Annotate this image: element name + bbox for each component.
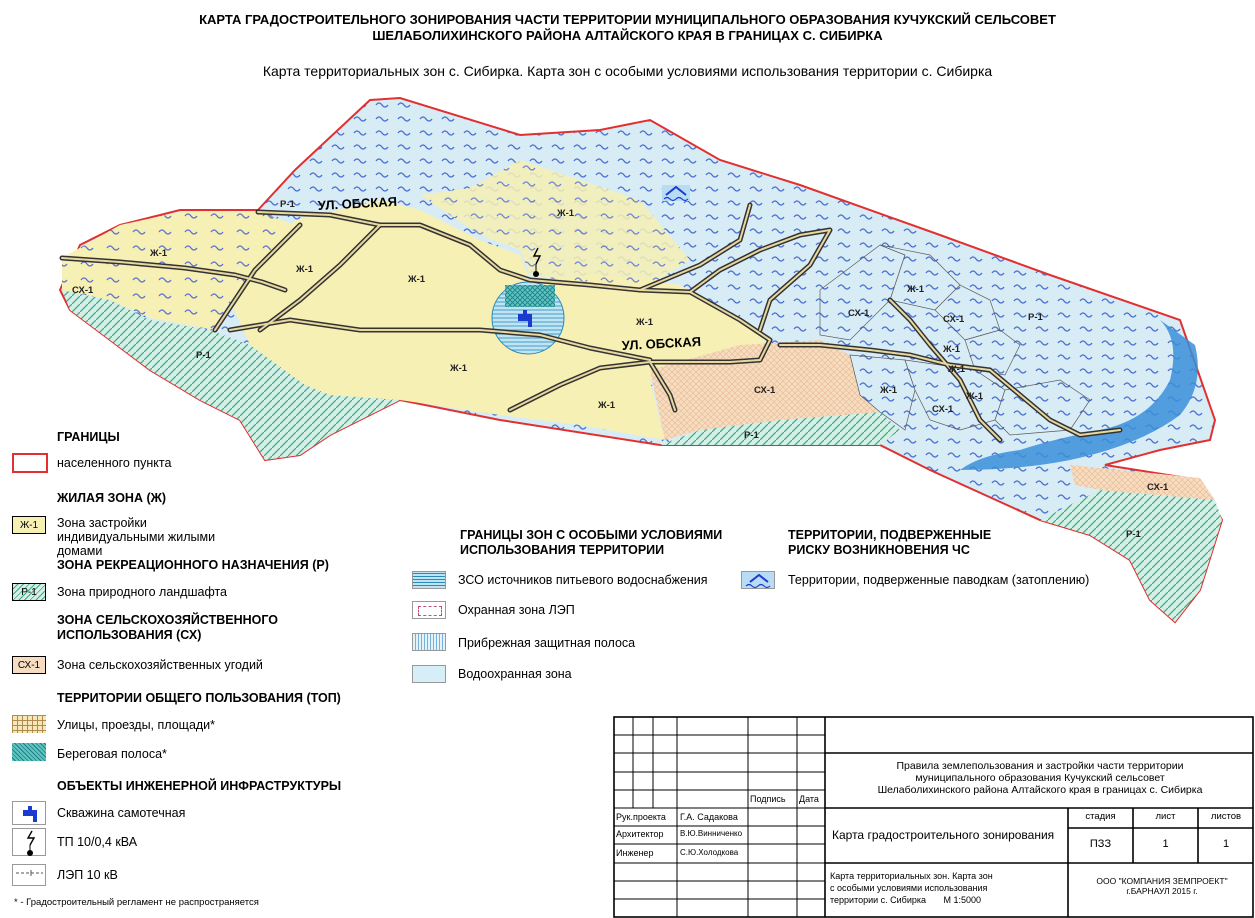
legend-recreation-head: ЗОНА РЕКРЕАЦИОННОГО НАЗНАЧЕНИЯ (Р) xyxy=(57,558,329,572)
map-label: Ж-1 xyxy=(557,208,575,219)
map-label: Ж-1 xyxy=(296,264,314,275)
map-label: Ж-1 xyxy=(907,284,925,295)
legend-streets-text: Улицы, проезды, площади* xyxy=(57,718,216,732)
legend-coastal-text: Прибрежная защитная полоса xyxy=(458,636,636,650)
map-label: СХ-1 xyxy=(848,308,870,319)
legend-lep-zone-outline xyxy=(418,606,442,616)
legend-well-swatch xyxy=(12,801,46,825)
legend-lep-zone-swatch xyxy=(412,601,446,619)
legend-public-head: ТЕРРИТОРИИ ОБЩЕГО ПОЛЬЗОВАНИЯ (ТОП) xyxy=(57,691,341,705)
map-title-line2: ШЕЛАБОЛИХИНСКОГО РАЙОНА АЛТАЙСКОГО КРАЯ В ГРАНИЦАХ С. СИБИРКА xyxy=(372,28,883,43)
legend-water-zone-swatch xyxy=(412,665,446,683)
map-label: Ж-1 xyxy=(408,274,426,285)
legend-zso-text: ЗСО источников питьевого водоснабжения xyxy=(458,573,708,587)
stamp-sheet-title: Карта градостроительного зонирования xyxy=(832,828,1055,842)
stamp-description xyxy=(830,870,1050,906)
stamp-sheets-value: 1 xyxy=(1222,838,1230,850)
map-label: Ж-1 xyxy=(943,344,961,355)
map-label: Р-1 xyxy=(280,199,295,210)
map-label: СХ-1 xyxy=(932,404,954,415)
stamp-name2: В.Ю.Винниченко xyxy=(680,829,743,838)
legend-sx1-code: СХ-1 xyxy=(17,659,41,671)
legend-zh1-swatch xyxy=(12,516,46,534)
legend-coastal-swatch xyxy=(412,633,446,651)
legend-lep-swatch xyxy=(12,864,46,886)
stamp-name1: Г.А. Садакова xyxy=(680,812,738,822)
map-label: Р-1 xyxy=(744,430,759,441)
legend-streets-swatch xyxy=(12,715,46,733)
stamp-stage-value: ПЗЗ xyxy=(1089,838,1112,850)
legend-shore-text: Береговая полоса* xyxy=(57,747,167,761)
legend-well-text: Скважина самотечная xyxy=(57,806,186,820)
flood-icon xyxy=(662,185,690,201)
legend-boundary-swatch xyxy=(12,453,48,473)
shore-strip xyxy=(505,285,555,307)
stamp-project-line2: муниципального образования Кучукский сельсовет xyxy=(915,772,1165,784)
map-label: Ж-1 xyxy=(636,317,654,328)
map-label: Ж-1 xyxy=(966,391,984,402)
legend-shore-swatch xyxy=(12,743,46,761)
stamp-project-line3: Шелаболихинского района Алтайского края в границах с. Сибирка xyxy=(877,784,1203,796)
legend-zso-swatch xyxy=(412,571,446,589)
legend-tp-text: ТП 10/0,4 кВА xyxy=(57,835,138,849)
legend-boundary-text: населенного пункта xyxy=(57,456,172,470)
legend-special-head: ГРАНИЦЫ ЗОН С ОСОБЫМИ УСЛОВИЯМИ ИСПОЛЬЗОВАНИЯ ТЕРРИТОРИИ xyxy=(460,528,723,557)
legend-sx1-swatch xyxy=(12,656,46,674)
map-title-line1: КАРТА ГРАДОСТРОИТЕЛЬНОГО ЗОНИРОВАНИЯ ЧАСТИ ТЕРРИТОРИИ МУНИЦИПАЛЬНОГО ОБРАЗОВАНИЯ КУЧУКСКИЙ СЕЛЬСОВЕТ xyxy=(199,12,1056,27)
map-label: Ж-1 xyxy=(150,248,168,259)
flood-icon xyxy=(742,572,776,590)
power-line-icon xyxy=(13,865,47,887)
map-subtitle: Карта территориальных зон с. Сибирка. Карта зон с особыми условиями использования территории с. Сибирка xyxy=(262,63,993,79)
map-label: Ж-1 xyxy=(598,400,616,411)
legend-tp-swatch xyxy=(12,828,46,856)
stamp-role1: Рук.проекта xyxy=(616,812,666,822)
map-label: Р-1 xyxy=(1126,529,1141,540)
legend-footnote: * - Градостроительный регламент не распространяется xyxy=(14,897,259,908)
map-label: СХ-1 xyxy=(943,314,965,325)
legend-flood-text: Территории, подверженные паводкам (затоплению) xyxy=(788,573,1090,587)
stamp-sheets-label: листов xyxy=(1210,811,1242,822)
legend-water-zone-text: Водоохранная зона xyxy=(458,667,572,681)
legend-zh1-text: Зона застройки индивидуальными жилыми домами xyxy=(57,516,216,558)
stamp-desc-line1: Карта территориальных зон. Карта зон xyxy=(830,871,993,881)
stamp-stage-label: стадия xyxy=(1085,811,1116,822)
r1-east-strip xyxy=(1040,490,1222,622)
stamp-sheet-label: лист xyxy=(1155,811,1176,822)
legend-risk-head: ТЕРРИТОРИИ, ПОДВЕРЖЕННЫЕ РИСКУ ВОЗНИКНОВЕНИЯ ЧС xyxy=(788,528,992,557)
stamp-project-block xyxy=(826,760,1254,796)
legend-r1-text: Зона природного ландшафта xyxy=(57,585,227,599)
legend-zh1-code: Ж-1 xyxy=(19,519,39,531)
legend-flood-swatch xyxy=(741,571,775,589)
legend-r1-code: Р-1 xyxy=(21,586,37,598)
legend-sx1-text: Зона сельскохозяйственных угодий xyxy=(57,658,263,672)
map-label: Р-1 xyxy=(196,350,211,361)
legend-boundaries-head: ГРАНИЦЫ xyxy=(57,430,120,444)
stamp-project-line1: Правила землепользования и застройки части территории xyxy=(896,760,1184,772)
street-label-obskaya-east: УЛ. ОБСКАЯ xyxy=(621,333,702,353)
map-label: СХ-1 xyxy=(754,385,776,396)
stamp-desc-line2: с особыми условиями использования xyxy=(830,883,988,893)
legend-infra-head: ОБЪЕКТЫ ИНЖЕНЕРНОЙ ИНФРАСТРУКТУРЫ xyxy=(57,779,342,793)
street-label-obskaya-west: УЛ. ОБСКАЯ xyxy=(317,193,398,213)
legend-agri-head: ЗОНА СЕЛЬСКОХОЗЯЙСТВЕННОГО ИСПОЛЬЗОВАНИЯ (СХ) xyxy=(57,613,278,642)
map-label: Ж-1 xyxy=(880,385,898,396)
well-icon xyxy=(13,802,47,826)
stamp-data-label: Дата xyxy=(799,794,819,804)
legend-lep-text: ЛЭП 10 кВ xyxy=(57,868,118,882)
stamp-name3: С.Ю.Холодкова xyxy=(680,848,739,857)
stamp-role2: Архитектор xyxy=(616,829,664,839)
stamp-desc-line3: территории с. Сибирка xyxy=(830,895,927,905)
map-label: Р-1 xyxy=(1028,312,1043,323)
stamp-company-line1: ООО "КОМПАНИЯ ЗЕМПРОЕКТ" xyxy=(1096,876,1228,886)
legend-lep-zone-text: Охранная зона ЛЭП xyxy=(458,603,575,617)
stamp-role3: Инженер xyxy=(616,848,654,858)
map-label: Ж-1 xyxy=(450,363,468,374)
map-label: СХ-1 xyxy=(1147,482,1169,493)
map-label: Ж-1 xyxy=(948,364,966,375)
map-label: СХ-1 xyxy=(72,285,94,296)
stamp-scale: М 1:5000 xyxy=(943,895,982,905)
legend-r1-swatch xyxy=(12,583,46,601)
legend-residential-head: ЖИЛАЯ ЗОНА (Ж) xyxy=(57,491,167,505)
stamp-sheet-value: 1 xyxy=(1162,838,1169,850)
substation-icon xyxy=(13,829,47,857)
stamp-company xyxy=(1070,876,1254,896)
stamp-podpis-label: Подпись xyxy=(750,794,786,804)
stamp-company-line2: г.БАРНАУЛ 2015 г. xyxy=(1126,886,1198,896)
